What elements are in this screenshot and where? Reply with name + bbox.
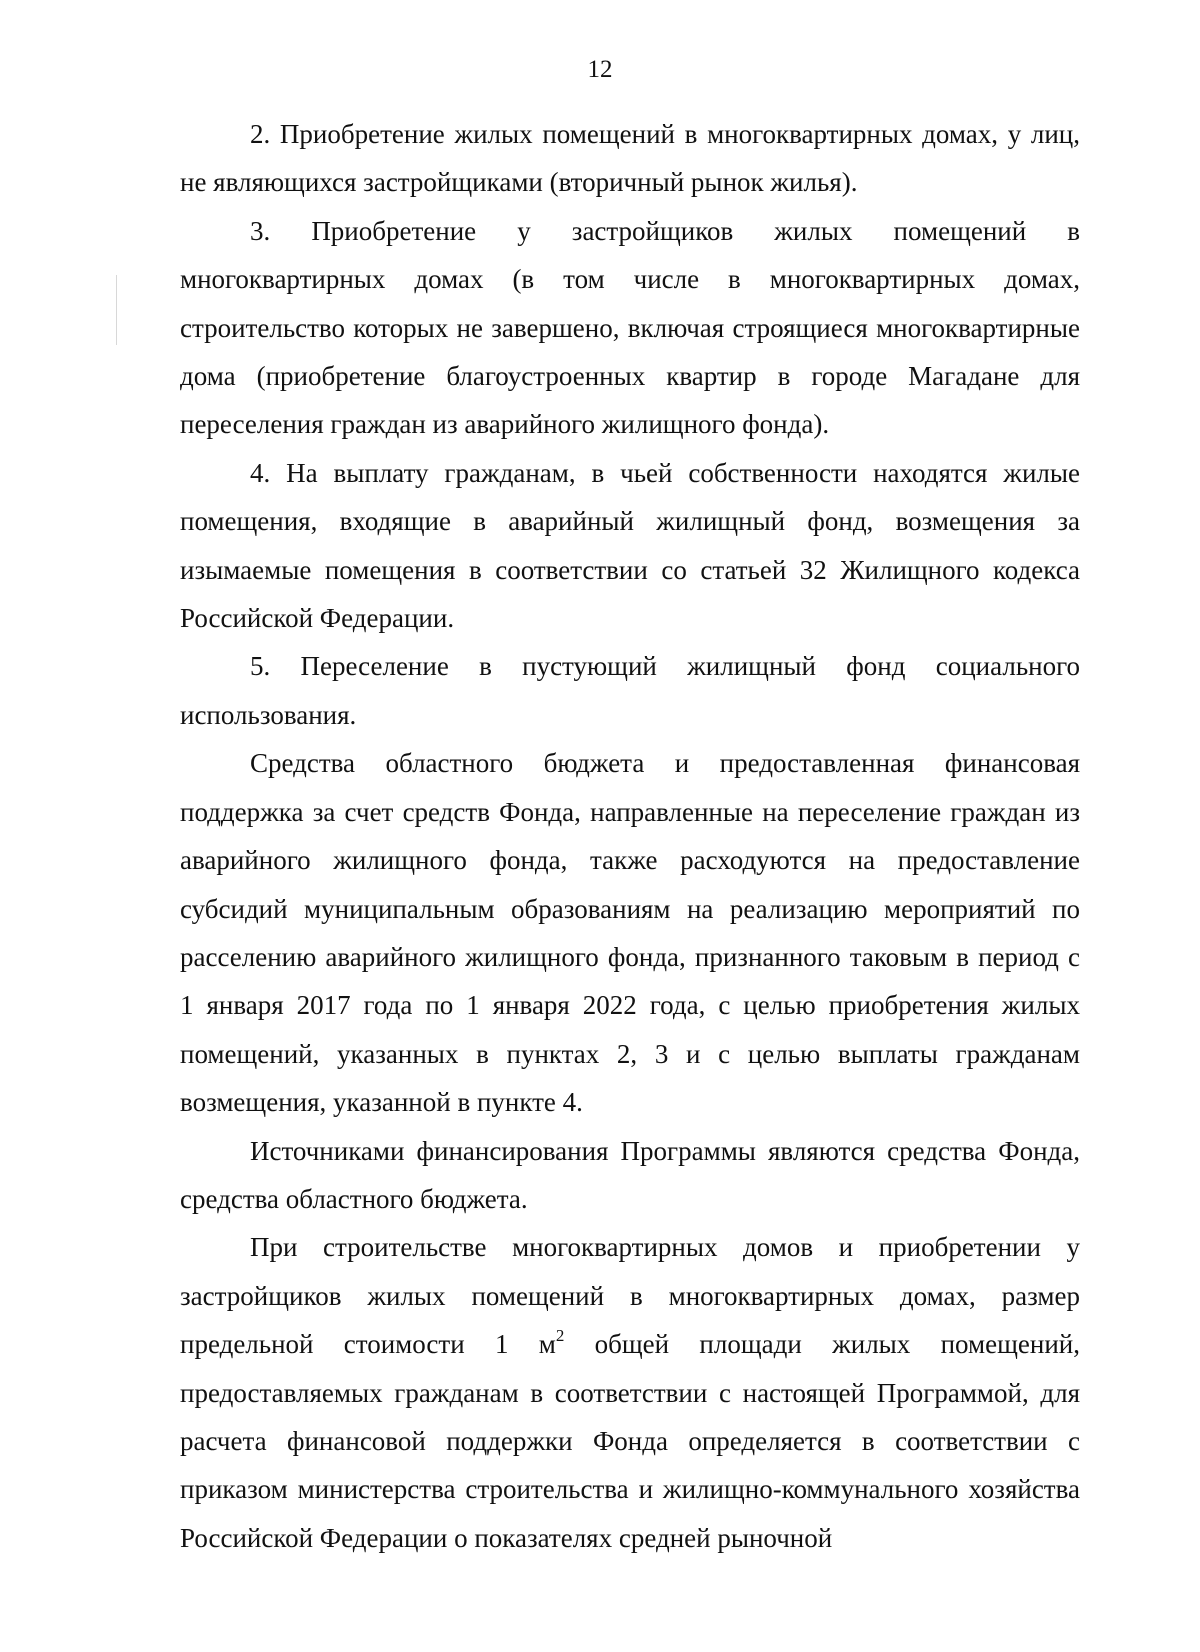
paragraph-item-5: 5. Переселение в пустующий жилищный фонд социального использования. (180, 651, 1080, 730)
paragraph-item-2: 2. Приобретение жилых помещений в многоквартирных домах, у лиц, не являющихся застройщиками (вторичный рынок жилья). (180, 119, 1080, 198)
scan-margin-mark (116, 275, 117, 345)
paragraph-item-3: 3. Приобретение у застройщиков жилых помещений в многоквартирных домах (в том числе в многоквартирных домах, строительство которых не завершено, включая строящиеся многоквартирные дома (приобретение благоустроенных квартир в городе Магадане для переселения граждан из аварийного жилищного фонда). (180, 215, 1080, 440)
paragraph-funding-sources: Источниками финансирования Программы являются средства Фонда, средства областного бюджета. (180, 1135, 1080, 1214)
paragraph-subsidies: Средства областного бюджета и предоставленная финансовая поддержка за счет средств Фонда, направленные на переселение граждан из аварийного жилищного фонда, также расходуются на предоставление субсидий муниципальным образованиям на реализацию мероприятий по расселению аварийного жилищного фонда, признанного таковым в период с 1 января 2017 года по 1 января 2022 года, с целью приобретения жилых помещений, указанных в пунктах 2, 3 и с целью выплаты гражданам возмещения, указанной в пункте 4. (180, 748, 1080, 1118)
document-body (180, 110, 1080, 1562)
square-meter-superscript: 2 (555, 1326, 565, 1346)
cost-limit-text-start: При строительстве многоквартирных домов и приобретении у застройщиков жилых помещений в многоквартирных домах, размер предельной стоимости 1 м (180, 1232, 1080, 1360)
paragraph-cost-limit (180, 1223, 1080, 1562)
cost-limit-text-end: общей площади жилых помещений, предоставляемых гражданам в соответствии с настоящей Программой, для расчета финансовой поддержки Фонда определяется в соответствии с приказом министерства строительства и жилищно-коммунального хозяйства Российской Федерации о показателях средней рыночной (180, 1329, 1080, 1553)
page-number: 12 (587, 56, 613, 83)
paragraph-item-4: 4. На выплату гражданам, в чьей собственности находятся жилые помещения, входящие в аварийный жилищный фонд, возмещения за изымаемые помещения в соответствии со статьей 32 Жилищного кодекса Российской Федерации. (180, 457, 1080, 634)
